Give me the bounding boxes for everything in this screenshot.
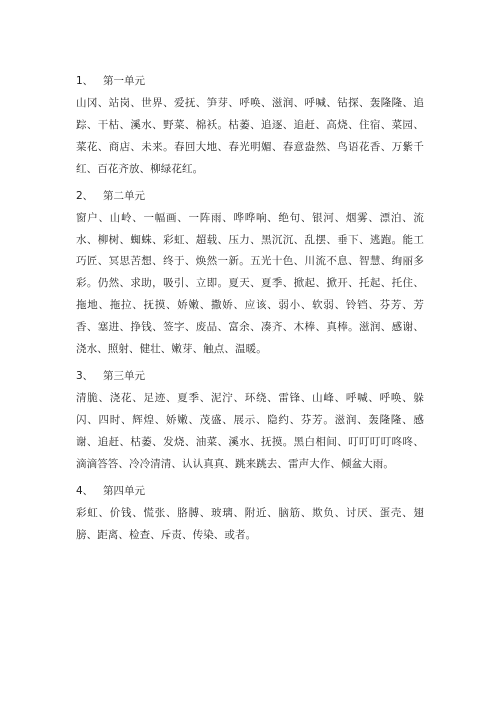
section-3-words: 清脆、浇花、足迹、夏季、泥泞、环绕、雷锋、山峰、呼喊、呼唤、躲闪、四时、辉煌、娇嫩、茂盛、展示、隐约、芬芳。滋润、轰隆隆、感谢、追赶、枯萎、发烧、油菜、溪水、抚摸。黑白相间、叮叮叮叮咚咚、滴滴答答、冷冷清清、认认真真、跳来跳去、雷声大作、倾盆大雨。 bbox=[76, 391, 424, 470]
section-2-words: 窗户、山岭、一幅画、一阵雨、哗哗响、绝句、银河、烟雾、漂泊、流水、柳树、蜘蛛、彩虹、超载、压力、黑沉沉、乱摆、垂下、逃跑。能工巧匠、冥思苦想、终于、焕然一新。五光十色、川流不息、智慧、绚丽多彩。仍然、求助，吸引、立即。夏天、夏季、掀起、掀开、托起、托住、拖地、拖拉、抚摸、娇嫩、撒娇、应该、弱小、软弱、铃铛、芬芳、芳香、塞进、挣钱、签字、废品、富余、凑齐、木棒、真棒。滋润、感谢、浇水、照射、健壮、嫩芽、触点、温暖。 bbox=[76, 211, 424, 356]
section-number: 2、 bbox=[76, 189, 94, 202]
section-2-heading bbox=[76, 184, 424, 208]
section-3-heading bbox=[76, 364, 424, 388]
section-title: 第四单元 bbox=[103, 484, 145, 497]
section-title: 第三单元 bbox=[103, 369, 145, 382]
section-number: 3、 bbox=[76, 369, 94, 382]
section-title: 第一单元 bbox=[103, 75, 145, 87]
section-1-words: 山冈、站岗、世界、爱抚、笋芽、呼唤、滋润、呼喊、钻探、轰隆隆、追踪、干枯、溪水、野菜、棉袄。枯萎、追逐、追赶、高烧、住宿、菜园、菜花、商店、未来。春回大地、春光明媚、春意盎然、鸟语花香、万紫千红、百花齐放、柳绿花红。 bbox=[76, 97, 424, 175]
vocabulary-list bbox=[76, 66, 424, 546]
section-4-heading bbox=[76, 479, 424, 503]
section-number: 1、 bbox=[76, 75, 94, 87]
section-1-heading bbox=[76, 69, 424, 93]
section-4-words: 彩虹、价钱、慌张、胳膊、玻璃、附近、脑筋、欺负、讨厌、蛋壳、翅膀、距离、检查、斥责、传染、或者。 bbox=[76, 506, 424, 541]
section-number: 4、 bbox=[76, 484, 94, 497]
section-title: 第二单元 bbox=[103, 189, 145, 202]
